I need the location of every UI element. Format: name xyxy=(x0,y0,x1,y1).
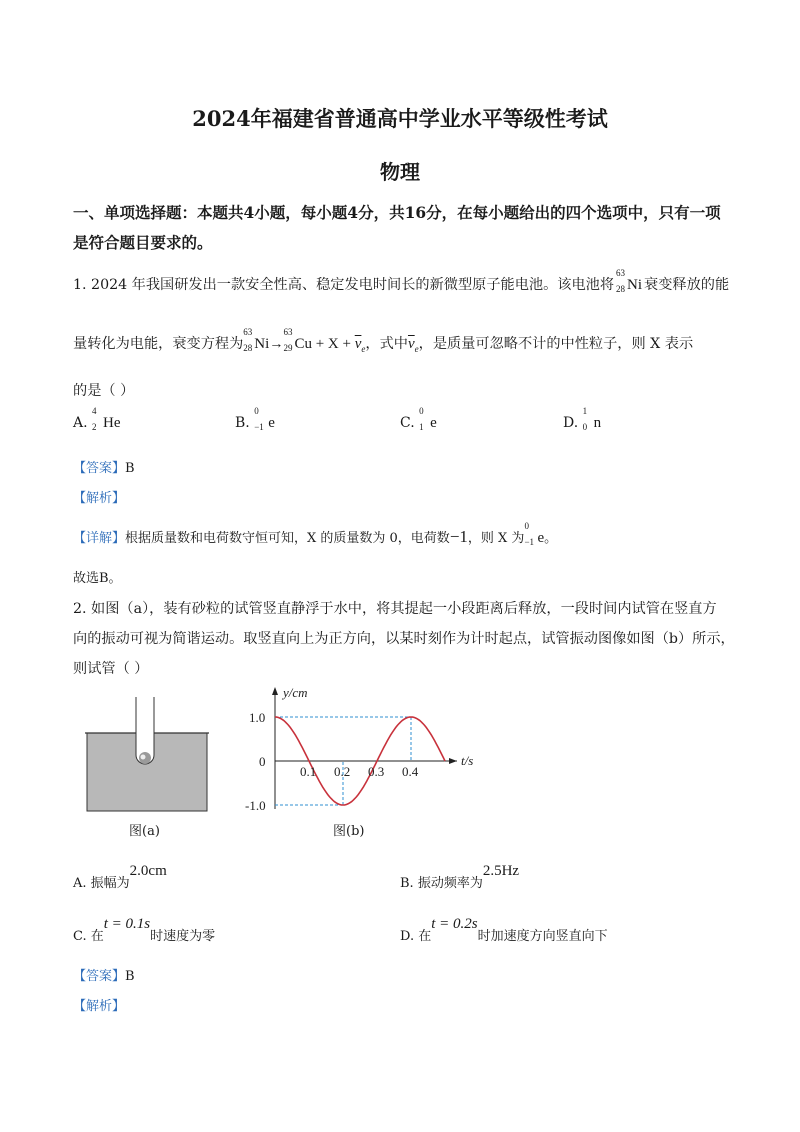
q2-line1: 2. 如图（a），装有砂粒的试管竖直静浮于水中，将其提起一小段距离后释放，一段时间内试管在竖直方 xyxy=(73,601,717,617)
y-tick-label: -1.0 xyxy=(245,798,266,813)
q1-answer: 【答案】B xyxy=(73,461,135,476)
q2-option-d: D. 在t = 0.2s时加速度方向竖直向下 xyxy=(400,916,608,944)
nuclide-ni: 63 28 Ni xyxy=(616,268,643,294)
x-axis-label: t/s xyxy=(461,753,474,768)
figure-a-caption: 图(a) xyxy=(129,824,160,839)
q2-line2: 向的振动可视为简谐运动。取竖直向上为正方向，以某时刻作为计时起点，试管振动图像如图（b）所示， xyxy=(73,631,735,647)
y-axis-label: y/cm xyxy=(283,685,308,700)
q1-option-a: A. 4 2 He xyxy=(73,406,121,432)
section-heading: 一、单项选择题：本题共4小题，每小题4分，共16分，在每小题给出的四个选项中，只有一项是符合题目要求的。 xyxy=(73,203,721,252)
q2-option-c: C. 在t = 0.1s时速度为零 xyxy=(73,916,216,944)
q2-line3: 则试管（ ） xyxy=(73,661,149,677)
x-tick-label: 0.1 xyxy=(300,764,317,779)
nuclide-cu: 63 29 Cu xyxy=(283,327,312,353)
q1-conclusion: 故选B。 xyxy=(73,571,122,586)
x-tick-label: 0.4 xyxy=(402,764,419,779)
q1-line2: 量转化为电能，衰变方程为 63 28 Ni→ 63 29 $Cu + X + \overline{\nu}_e$，式中$\overline{\nu}_e$，是质量可忽略不计的中性粒子，则 X 表示 xyxy=(73,327,694,354)
q1-option-c: C. 0 1 e xyxy=(400,406,437,432)
q1-line1: 1. 2024 年我国研发出一款安全性高、稳定发电时间长的新微型原子能电池。该电池将 63 28 Ni 衰变释放的能 xyxy=(73,268,730,294)
q1-option-b: B. 0 −1 e xyxy=(235,406,275,432)
y-tick-label: 1.0 xyxy=(249,710,266,725)
y-tick-label: 0 xyxy=(259,754,266,769)
figure-a-test-tube xyxy=(85,695,210,820)
x-axis-arrow xyxy=(449,758,457,764)
figure-b-chart xyxy=(245,683,495,818)
q2-option-b: B. 振动频率为2.5Hz xyxy=(400,863,520,891)
subject-heading: 物理 xyxy=(380,160,420,184)
q1-analysis-tag: 【解析】 xyxy=(73,491,126,506)
x-tick-label: 0.3 xyxy=(368,764,385,779)
q2-analysis-tag: 【解析】 xyxy=(73,999,126,1014)
q1-option-d: D. 1 0 n xyxy=(563,406,602,432)
y-axis-arrow xyxy=(272,687,278,695)
figure-b-caption: 图(b) xyxy=(333,824,365,839)
q2-answer: 【答案】B xyxy=(73,969,135,984)
x-tick-label: 0.2 xyxy=(334,764,351,779)
nuclide-ni-eq: 63 28 Ni xyxy=(243,327,270,353)
q2-option-a: A. 振幅为2.0cm xyxy=(73,863,167,891)
q1-line3: 的是（ ） xyxy=(73,383,135,399)
q1-detail: 【详解】根据质量数和电荷数守恒可知，X 的质量数为 0，电荷数−1，则 X 为 0 −1 e。 xyxy=(73,521,558,547)
page-title: 2024年福建省普通高中学业水平等级性考试 xyxy=(192,106,608,131)
